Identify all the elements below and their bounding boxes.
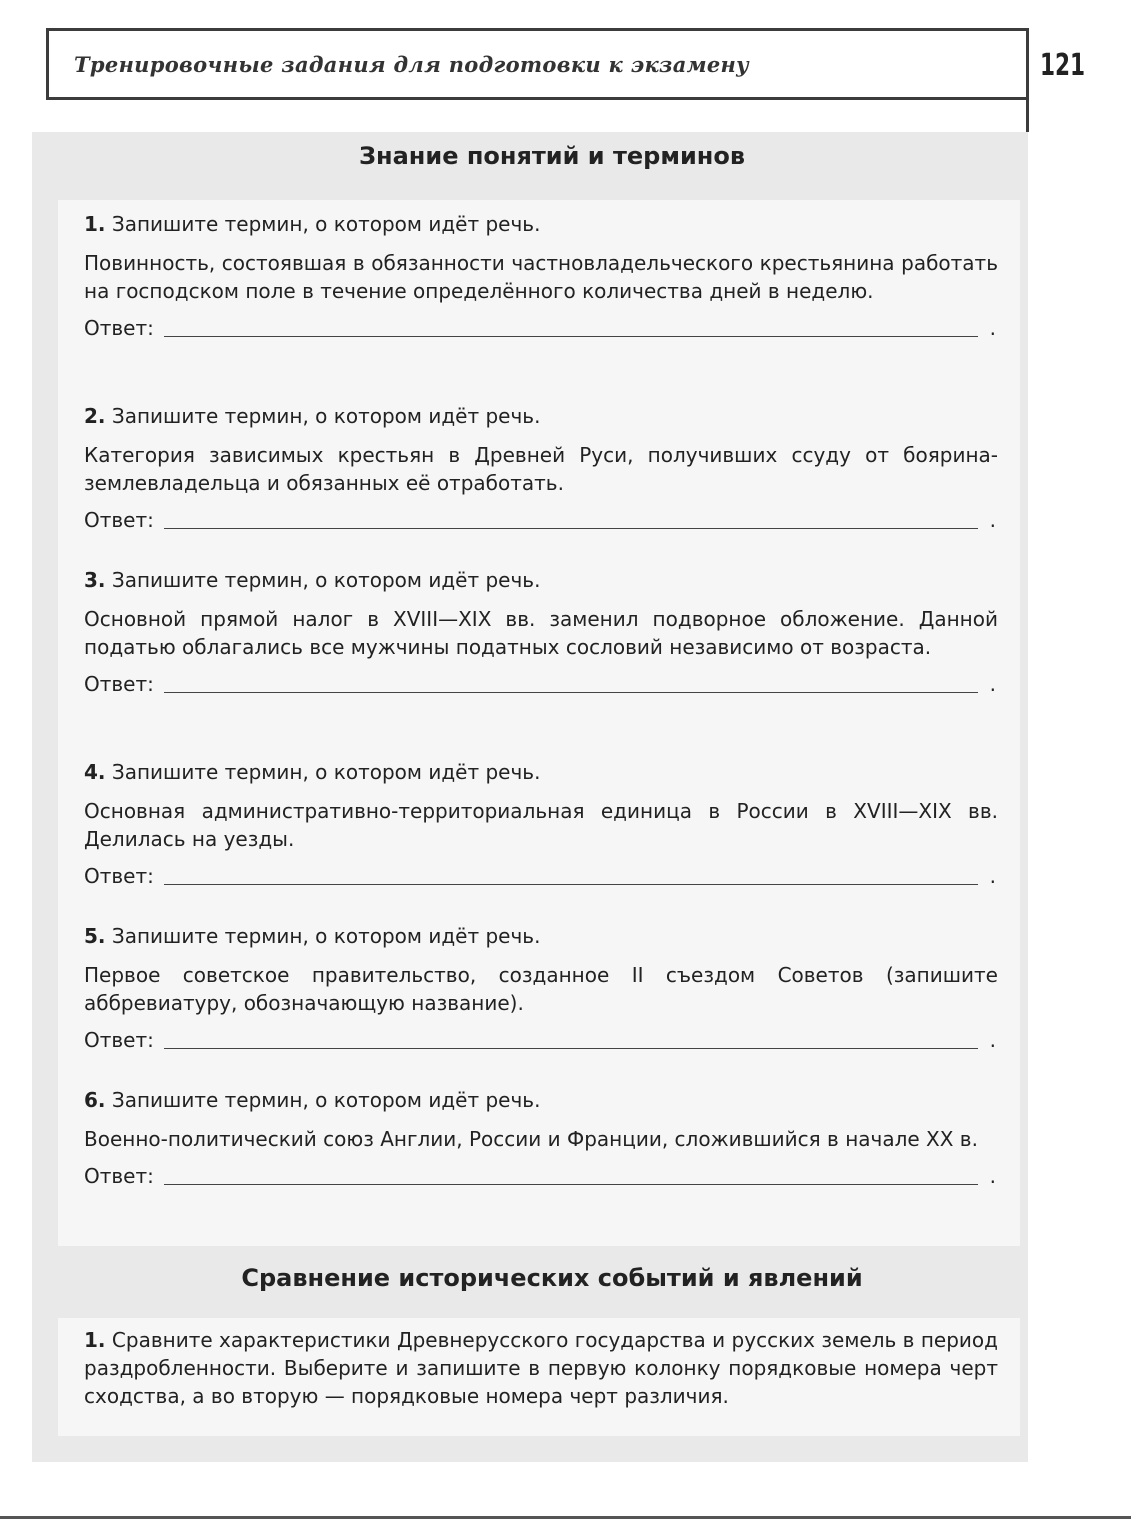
- answer-line[interactable]: [164, 1048, 978, 1049]
- answer-row[interactable]: [84, 670, 998, 700]
- page-bottom-rule: [0, 1516, 1131, 1519]
- task-prompt: [84, 922, 998, 950]
- task-number: 4.: [84, 760, 106, 784]
- task-prompt-text: Запишите термин, о котором идёт речь.: [111, 568, 541, 592]
- task-prompt: [84, 758, 998, 786]
- answer-period: .: [989, 864, 996, 888]
- answer-label: Ответ:: [84, 1164, 154, 1188]
- answer-period: .: [989, 508, 996, 532]
- task-prompt: [84, 402, 998, 430]
- answer-label: Ответ:: [84, 508, 154, 532]
- task-description: Первое советское правительство, созданное II съездом Советов (запишите аббревиатуру, обозначающую название).: [84, 963, 998, 1015]
- task-description: Категория зависимых крестьян в Древней Руси, получивших ссуду от боярина-землевладельца и обязанных её отработать.: [84, 443, 998, 495]
- task-prompt: [84, 1086, 998, 1114]
- answer-period: .: [989, 316, 996, 340]
- answer-line[interactable]: [164, 884, 978, 885]
- task-prompt: [84, 566, 998, 594]
- task-prompt-text: Сравните характеристики Древнерусского государства и русских земель в период раздробленности. Выберите и запишите в первую колонку порядковые номера черт сходства, а во вторую — порядковые номера черт различия.: [84, 1328, 998, 1408]
- answer-row[interactable]: [84, 862, 998, 892]
- comparison-task-1: [84, 1326, 998, 1410]
- task-prompt-text: Запишите термин, о котором идёт речь.: [111, 1088, 541, 1112]
- task-description: Повинность, состоявшая в обязанности частновладельческого крестьянина работать на господском поле в течение определённого количества дней в неделю.: [84, 251, 998, 303]
- task-1: [84, 210, 998, 344]
- answer-period: .: [989, 1164, 996, 1188]
- task-prompt: [84, 1326, 998, 1410]
- answer-line[interactable]: [164, 692, 978, 693]
- task-number: 6.: [84, 1088, 106, 1112]
- header-side-rule: [1026, 28, 1029, 132]
- task-prompt-text: Запишите термин, о котором идёт речь.: [111, 404, 541, 428]
- task-number: 5.: [84, 924, 106, 948]
- task-number: 1.: [84, 1328, 106, 1352]
- section-heading-terms: Знание понятий и терминов: [358, 142, 746, 170]
- answer-label: Ответ:: [84, 316, 154, 340]
- answer-period: .: [989, 1028, 996, 1052]
- task-number: 3.: [84, 568, 106, 592]
- task-4: [84, 758, 998, 892]
- task-description: Основная административно-территориальная единица в России в XVIII—XIX вв. Делилась на уезды.: [84, 799, 998, 851]
- answer-label: Ответ:: [84, 864, 154, 888]
- task-number: 1.: [84, 212, 106, 236]
- page-number: 121: [1040, 48, 1086, 83]
- answer-period: .: [989, 672, 996, 696]
- task-3: [84, 566, 998, 700]
- answer-row[interactable]: [84, 506, 998, 536]
- task-5: [84, 922, 998, 1056]
- task-description: Военно-политический союз Англии, России и Франции, сложившийся в начале XX в.: [84, 1127, 978, 1151]
- task-prompt: [84, 210, 998, 238]
- header-title: Тренировочные задания для подготовки к экзамену: [74, 52, 750, 77]
- task-prompt-text: Запишите термин, о котором идёт речь.: [111, 924, 541, 948]
- answer-line[interactable]: [164, 1184, 978, 1185]
- task-2: [84, 402, 998, 536]
- answer-line[interactable]: [164, 528, 978, 529]
- task-6: [84, 1086, 998, 1192]
- answer-row[interactable]: [84, 1026, 998, 1056]
- task-prompt-text: Запишите термин, о котором идёт речь.: [111, 760, 541, 784]
- section-heading-comparison: Сравнение исторических событий и явлений: [241, 1264, 863, 1292]
- answer-line[interactable]: [164, 336, 978, 337]
- task-description: Основной прямой налог в XVIII—XIX вв. заменил подворное обложение. Данной податью облагались все мужчины податных сословий независимо от возраста.: [84, 607, 998, 659]
- answer-label: Ответ:: [84, 1028, 154, 1052]
- answer-label: Ответ:: [84, 672, 154, 696]
- answer-row[interactable]: [84, 314, 998, 344]
- task-prompt-text: Запишите термин, о котором идёт речь.: [111, 212, 541, 236]
- answer-row[interactable]: [84, 1162, 998, 1192]
- task-number: 2.: [84, 404, 106, 428]
